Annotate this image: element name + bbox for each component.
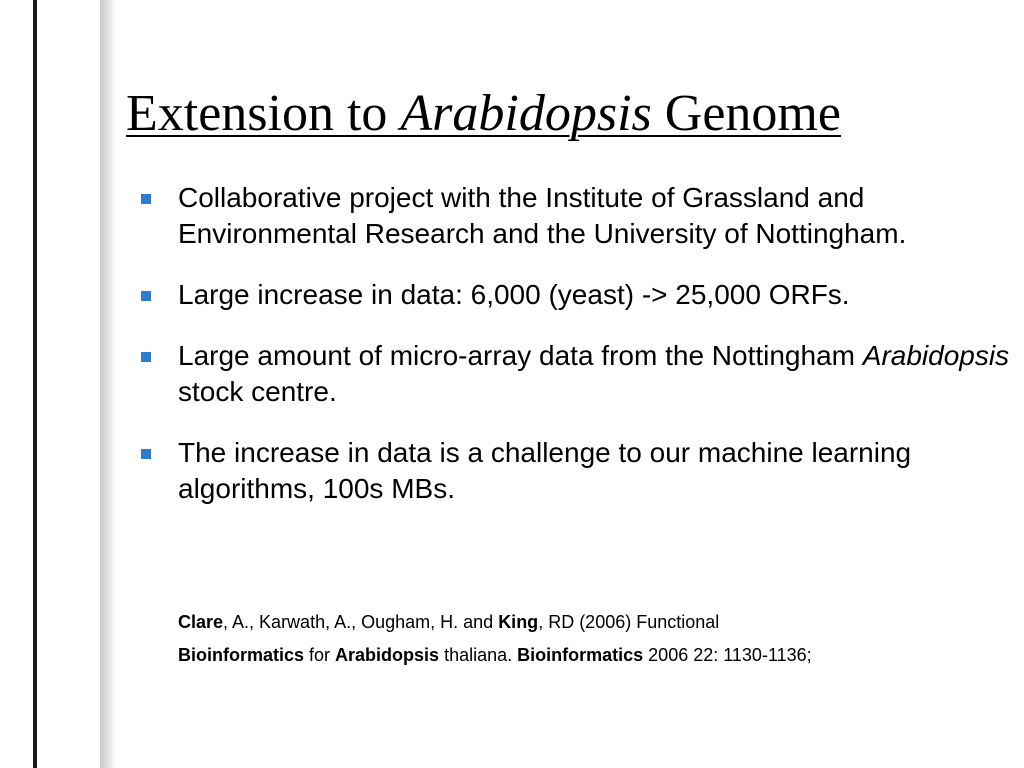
band-block (33, 370, 37, 400)
band-block (33, 18, 37, 48)
band-block (33, 740, 37, 768)
bullet-item (135, 435, 1015, 507)
color-blocks (33, 0, 99, 768)
band-block (33, 484, 37, 512)
citation-year-title: , RD (2006) Functional (538, 612, 720, 632)
citation-field: Bioinformatics (178, 645, 305, 665)
band-block (33, 0, 37, 20)
band-block (33, 664, 37, 700)
citation-for: for (304, 645, 336, 665)
slide-title (126, 82, 1016, 146)
citation-volume-pages: 2006 22: 1130-1136; (643, 645, 812, 665)
bullet-text: Collaborative project with the Institute of Grassland and Environmental Research and the University of Nottingham. (178, 182, 907, 249)
band-block (33, 192, 37, 234)
bullet-text: Large increase in data: 6,000 (yeast) -> 25,000 ORFs. (178, 279, 850, 310)
title-italic: Arabidopsis (400, 85, 652, 142)
band-block (33, 146, 37, 194)
bullet-item (135, 277, 1015, 313)
band-block (33, 266, 37, 298)
bullet-text: Large amount of micro-array data from the Nottingham (178, 340, 863, 371)
band-block (33, 296, 37, 330)
bullet-list (135, 180, 1015, 507)
band-block (33, 398, 37, 444)
bullet-item (135, 338, 1015, 410)
band-block (33, 76, 37, 120)
square-bullet-icon (141, 291, 151, 301)
band-block (33, 602, 37, 638)
title-prefix: Extension to (126, 85, 401, 142)
decorative-side-band (0, 0, 118, 768)
band-block (33, 556, 37, 604)
band-block (33, 118, 37, 148)
bullet-italic-text: Arabidopsis (862, 340, 1010, 371)
bullet-text-after: stock centre. (178, 376, 337, 407)
citation-author-last: King (498, 612, 539, 632)
citation-journal: Bioinformatics (517, 645, 644, 665)
square-bullet-icon (141, 352, 151, 362)
square-bullet-icon (141, 194, 151, 204)
citation (178, 606, 1008, 672)
citation-authors: , A., Karwath, A., Ougham, H. and (223, 612, 499, 632)
band-block (33, 328, 37, 372)
band-block (33, 442, 37, 486)
band-block (33, 232, 37, 268)
band-block (33, 510, 37, 558)
title-suffix: Genome (651, 85, 841, 142)
band-block (33, 46, 37, 78)
band-shadow (100, 0, 116, 768)
bullet-text: The increase in data is a challenge to our machine learning algorithms, 100s MBs. (178, 437, 912, 504)
band-block (33, 698, 37, 742)
band-block (33, 636, 37, 666)
square-bullet-icon (141, 449, 151, 459)
citation-organism: Arabidopsis (335, 645, 440, 665)
citation-species: thaliana. (439, 645, 518, 665)
bullet-item (135, 180, 1015, 252)
citation-author-first: Clare (178, 612, 224, 632)
